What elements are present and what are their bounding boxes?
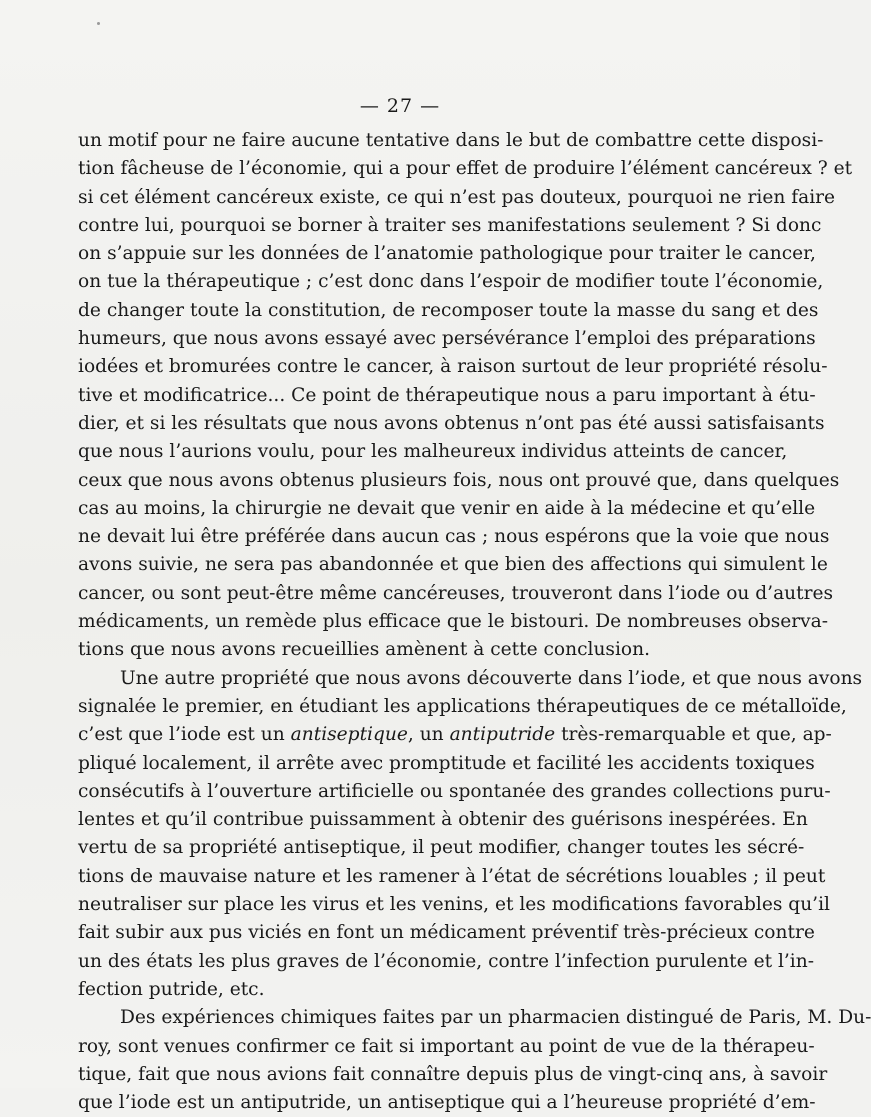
text-line: dier, et si les résultats que nous avons obtenus n’ont pas été aussi satisfaisants [78, 412, 825, 434]
text-line: tion fâcheuse de l’économie, qui a pour effet de produire l’élément cancéreux ? et [78, 158, 853, 180]
text-line: tive et modificatrice... Ce point de thérapeutique nous a paru important à étu- [78, 384, 816, 406]
text-line: pliqué localement, il arrête avec promptitude et facilité les accidents toxiques [78, 752, 815, 774]
text-segment: c’est que l’iode est un [78, 724, 291, 746]
italic-term-antiseptique: antiseptique [290, 724, 408, 746]
text-line: ceux que nous avons obtenus plusieurs fois, nous ont prouvé que, dans quelques [78, 469, 840, 491]
body-text [78, 127, 871, 1117]
italic-term-antiputride: antiputride [449, 724, 556, 746]
text-line: humeurs, que nous avons essayé avec persévérance l’emploi des préparations [78, 328, 816, 350]
paragraph-first-line: Des expériences chimiques faites par un pharmacien distingué de Paris, M. Du- [120, 1007, 871, 1029]
text-line: que nous l’aurions voulu, pour les malheureux individus atteints de cancer, [78, 441, 788, 463]
text-line: cas au moins, la chirurgie ne devait que venir en aide à la médecine et qu’elle [78, 497, 816, 519]
text-line: consécutifs à l’ouverture artificielle ou spontanée des grandes collections puru- [78, 780, 831, 802]
text-segment: , un [407, 724, 450, 746]
text-line: médicaments, un remède plus efficace que le bistouri. De nombreuses observa- [78, 611, 829, 633]
paper-speck [97, 22, 100, 25]
page-number: — 27 — [359, 95, 441, 117]
text-line: cancer, ou sont peut-être même cancéreuses, trouveront dans l’iode ou d’autres [78, 582, 834, 604]
text-segment: très-remarquable et que, ap- [555, 724, 832, 746]
text-line-with-italics [78, 721, 832, 749]
text-line: signalée le premier, en étudiant les applications thérapeutiques de ce métalloïde, [78, 695, 847, 717]
text-line: fait subir aux pus viciés en font un médicament préventif très-précieux contre [78, 922, 815, 944]
text-line: si cet élément cancéreux existe, ce qui n’est pas douteux, pourquoi ne rien faire [78, 186, 836, 208]
text-line: ne devait lui être préférée dans aucun cas ; nous espérons que la voie que nous [78, 526, 830, 548]
text-line: un motif pour ne faire aucune tentative dans le but de combattre cette disposi- [78, 130, 824, 151]
text-line: on s’appuie sur les données de l’anatomie pathologique pour traiter le cancer, [78, 243, 816, 265]
text-line: contre lui, pourquoi se borner à traiter ses manifestations seulement ? Si donc [78, 214, 822, 236]
text-line: avons suivie, ne sera pas abandonnée et que bien des affections qui simulent le [78, 554, 828, 576]
text-line: neutraliser sur place les virus et les venins, et les modifications favorables qu’il [78, 894, 830, 916]
paragraph-first-line: Une autre propriété que nous avons découverte dans l’iode, et que nous avons [120, 667, 863, 689]
text-line: tique, fait que nous avions fait connaître depuis plus de vingt-cinq ans, à savoir [78, 1063, 828, 1085]
text-line: que l’iode est un antiputride, un antiseptique qui a l’heureuse propriété d’em- [78, 1092, 816, 1114]
paragraph-last-line: tions que nous avons recueillies amènent à cette conclusion. [78, 639, 650, 661]
text-line: de changer toute la constitution, de recomposer toute la masse du sang et des [78, 299, 819, 321]
text-line: vertu de sa propriété antiseptique, il peut modifier, changer toutes les sécré- [78, 837, 805, 859]
text-line: tions de mauvaise nature et les ramener à l’état de sécrétions louables ; il peut [78, 865, 826, 887]
text-line: iodées et bromurées contre le cancer, à raison surtout de leur propriété résolu- [78, 356, 828, 378]
text-line: lentes et qu’il contribue puissamment à obtenir des guérisons inespérées. En [78, 809, 808, 831]
text-line: un des états les plus graves de l’économie, contre l’infection purulente et l’in- [78, 950, 815, 972]
paragraph-last-line: fection putride, etc. [78, 978, 265, 1000]
text-line: on tue la thérapeutique ; c’est donc dans l’espoir de modifier toute l’économie, [78, 271, 824, 293]
text-line: roy, sont venues confirmer ce fait si important au point de vue de la thérapeu- [78, 1035, 815, 1057]
